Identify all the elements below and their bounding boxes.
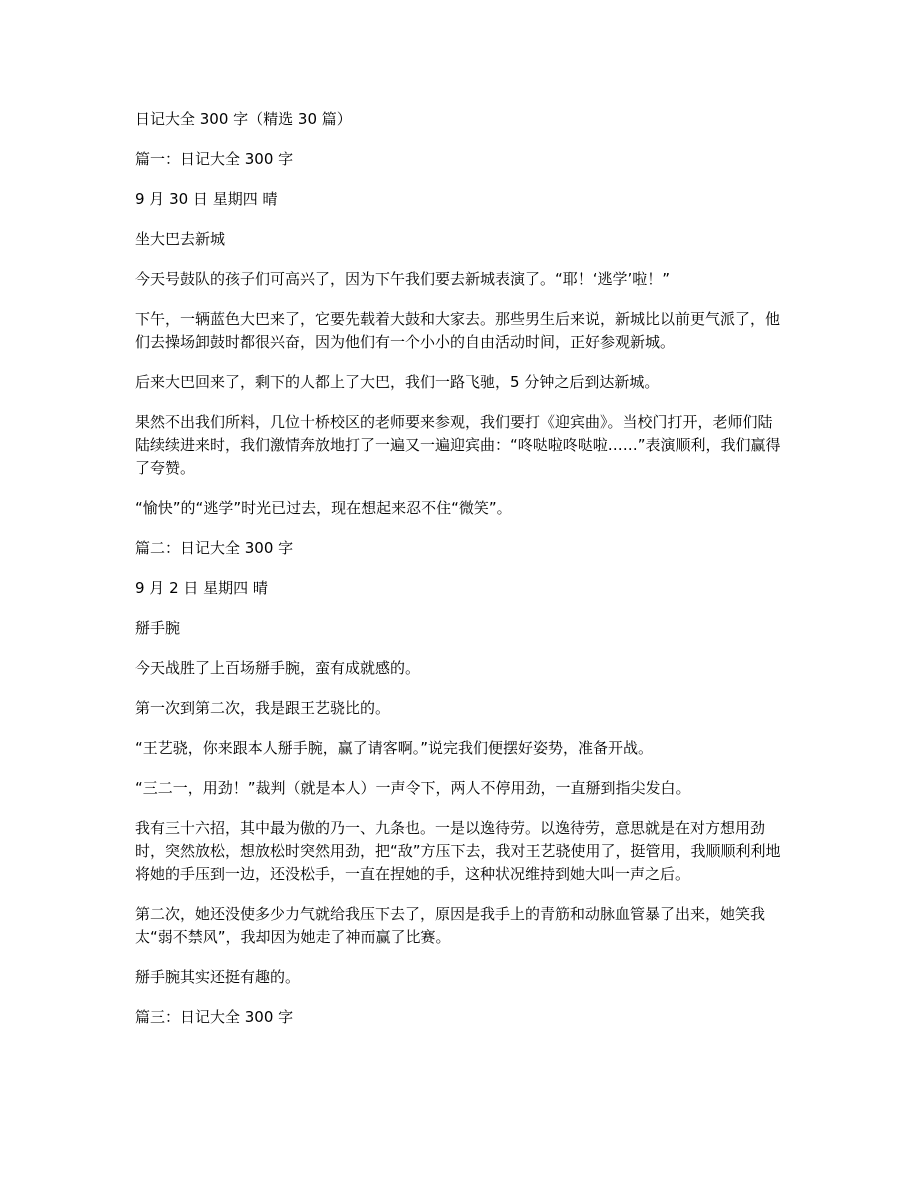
section-1-subtitle: 坐大巴去新城 <box>135 230 226 248</box>
section-1-paragraph: 后来大巴回来了，剩下的人都上了大巴，我们一路飞驰，5 分钟之后到达新城。 <box>135 373 660 391</box>
document-content <box>135 108 787 1029</box>
section-2-paragraph: 今天战胜了上百场掰手腕，蛮有成就感的。 <box>135 659 421 677</box>
section-2-date: 9 月 2 日 星期四 晴 <box>135 579 268 597</box>
section-1-paragraph: 下午，一辆蓝色大巴来了，它要先载着大鼓和大家去。那些男生后来说，新城比以前更气派了，他们去操场卸鼓时都很兴奋，因为他们有一个小小的自由活动时间，正好参观新城。 <box>135 310 781 351</box>
section-1-heading: 篇一：日记大全 300 字 <box>135 150 294 168</box>
section-1-paragraph: 果然不出我们所料，几位十桥校区的老师要来参观，我们要打《迎宾曲》。当校门打开，老师们陆陆续续进来时，我们激情奔放地打了一遍又一遍迎宾曲：“咚哒啦咚哒啦……”表演顺利，我们赢得了夸赞。 <box>135 413 781 477</box>
section-1-paragraph: 今天号鼓队的孩子们可高兴了，因为下午我们要去新城表演了。“耶！‘逃学’啦！” <box>135 270 671 288</box>
section-1-paragraph: “愉快”的“逃学”时光已过去，现在想起来忍不住“微笑”。 <box>135 499 512 517</box>
section-2-heading: 篇二：日记大全 300 字 <box>135 539 294 557</box>
section-2-paragraph: 掰手腕其实还挺有趣的。 <box>135 968 301 986</box>
section-3-heading: 篇三：日记大全 300 字 <box>135 1008 294 1026</box>
section-2-paragraph: 我有三十六招，其中最为傲的乃一、九条也。一是以逸待劳。以逸待劳，意思就是在对方想用劲时，突然放松，想放松时突然用劲，把“敌”方压下去，我对王艺骁使用了，挺管用，我顺顺利利地将她的手压到一边，还没松手，一直在捏她的手，这种状况维持到她大叫一声之后。 <box>135 819 781 883</box>
document-title: 日记大全 300 字（精选 30 篇） <box>135 110 352 128</box>
section-2-paragraph: 第二次，她还没使多少力气就给我压下去了，原因是我手上的青筋和动脉血管暴了出来，她笑我太“弱不禁风”，我却因为她走了神而赢了比赛。 <box>135 905 766 946</box>
section-2-subtitle: 掰手腕 <box>135 619 181 637</box>
section-2-paragraph: “王艺骁，你来跟本人掰手腕，赢了请客啊。”说完我们便摆好姿势，准备开战。 <box>135 739 654 757</box>
section-1-date: 9 月 30 日 星期四 晴 <box>135 190 278 208</box>
section-2-paragraph: “三二一，用劲！”裁判（就是本人）一声令下，两人不停用劲，一直掰到指尖发白。 <box>135 779 691 797</box>
section-2-paragraph: 第一次到第二次，我是跟王艺骁比的。 <box>135 699 391 717</box>
